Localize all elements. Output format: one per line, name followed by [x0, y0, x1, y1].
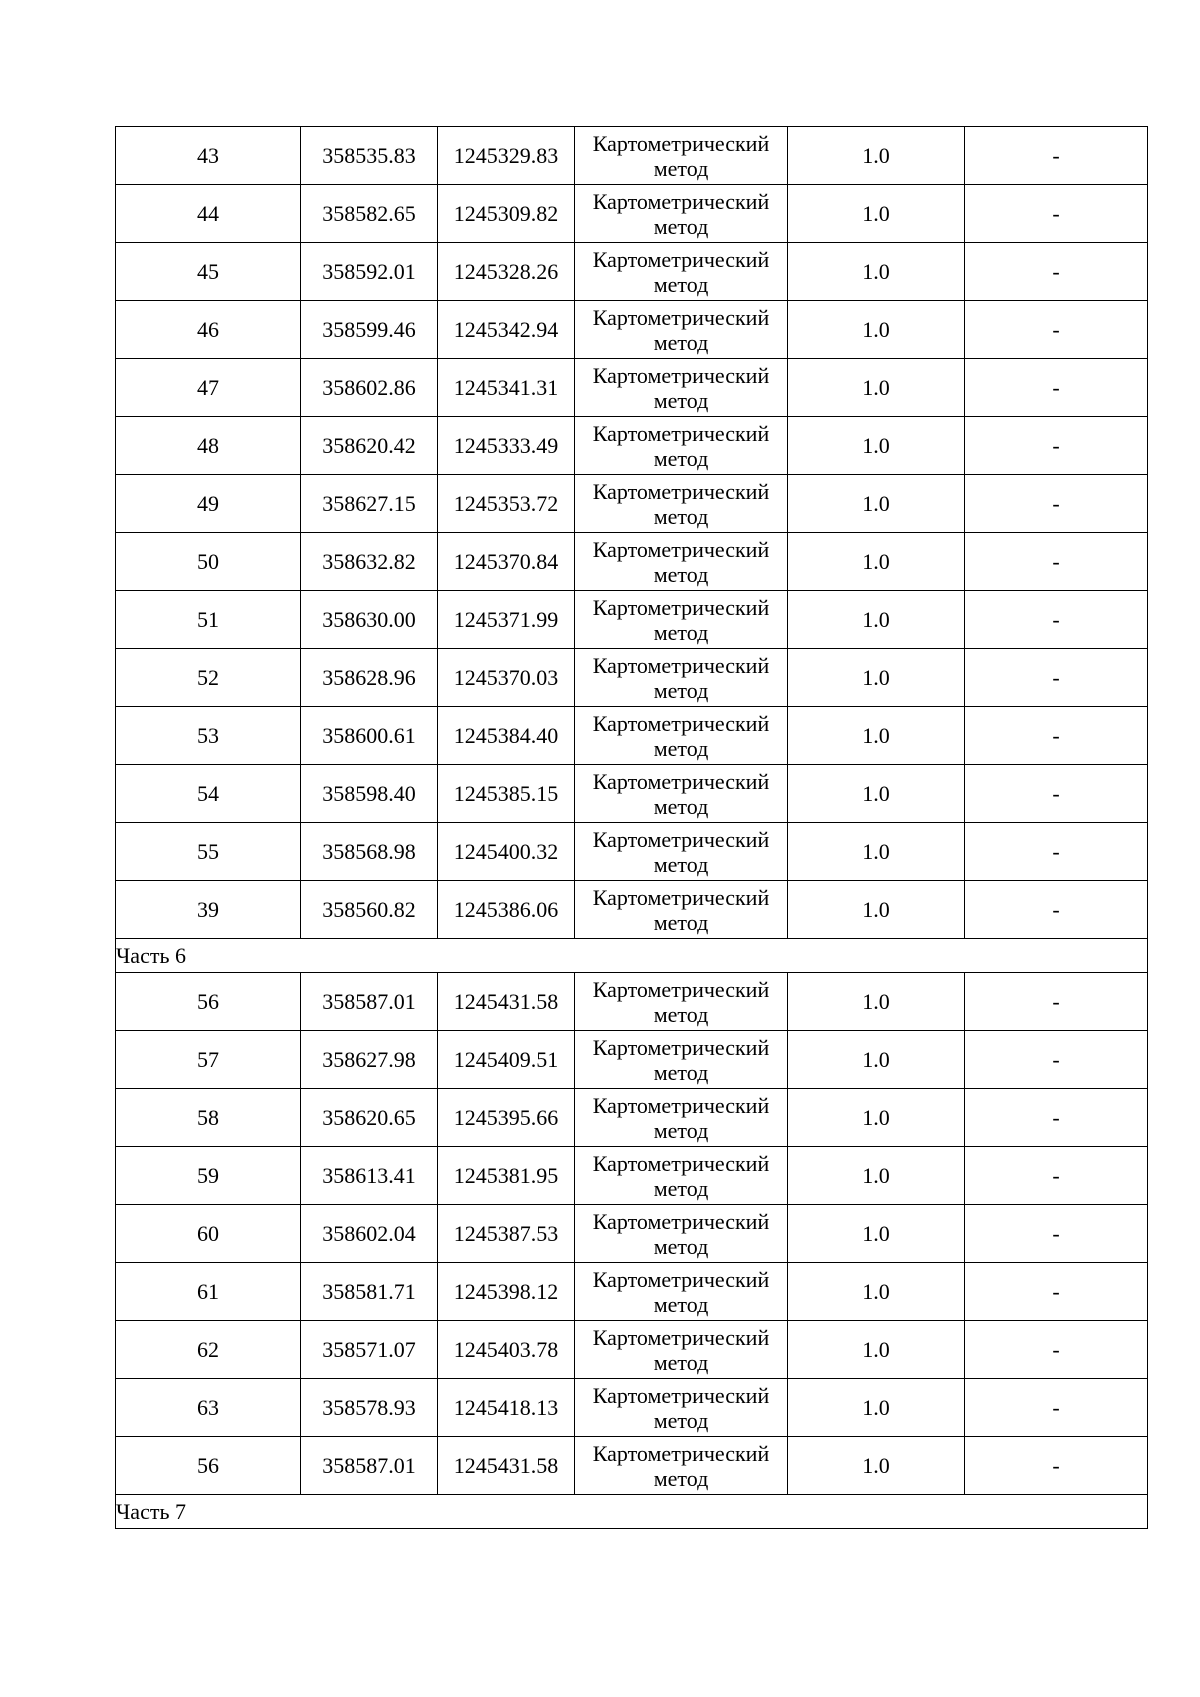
- method-cell: [575, 1263, 788, 1321]
- method-cell: [575, 823, 788, 881]
- accuracy-cell: 1.0: [788, 1321, 965, 1379]
- method-line-1: Картометрический: [592, 420, 770, 446]
- coordinate-x-cell: 358602.86: [301, 359, 438, 417]
- method-line-1: Картометрический: [592, 1150, 770, 1176]
- table-row: [116, 1205, 1148, 1263]
- coordinate-y-cell: 1245370.84: [438, 533, 575, 591]
- table-row: [116, 1089, 1148, 1147]
- coordinate-y-cell: 1245418.13: [438, 1379, 575, 1437]
- note-cell: -: [965, 185, 1148, 243]
- point-number-cell: 62: [116, 1321, 301, 1379]
- method-line-2: метод: [653, 793, 709, 819]
- method-line-2: метод: [653, 1349, 709, 1375]
- method-line-2: метод: [653, 1117, 709, 1143]
- point-number-cell: 60: [116, 1205, 301, 1263]
- method-line-2: метод: [653, 1175, 709, 1201]
- point-number-cell: 54: [116, 765, 301, 823]
- table-row: [116, 881, 1148, 939]
- note-cell: -: [965, 127, 1148, 185]
- note-cell: -: [965, 1089, 1148, 1147]
- accuracy-cell: 1.0: [788, 1205, 965, 1263]
- coordinate-x-cell: 358581.71: [301, 1263, 438, 1321]
- accuracy-cell: 1.0: [788, 475, 965, 533]
- note-cell: -: [965, 649, 1148, 707]
- accuracy-cell: 1.0: [788, 881, 965, 939]
- note-cell: -: [965, 765, 1148, 823]
- coordinate-y-cell: 1245309.82: [438, 185, 575, 243]
- method-cell: [575, 765, 788, 823]
- accuracy-cell: 1.0: [788, 823, 965, 881]
- note-cell: -: [965, 973, 1148, 1031]
- method-line-2: метод: [653, 1233, 709, 1259]
- accuracy-cell: 1.0: [788, 243, 965, 301]
- note-cell: -: [965, 533, 1148, 591]
- method-cell: [575, 707, 788, 765]
- coordinate-y-cell: 1245398.12: [438, 1263, 575, 1321]
- note-cell: -: [965, 707, 1148, 765]
- method-line-2: метод: [653, 1407, 709, 1433]
- method-line-1: Картометрический: [592, 594, 770, 620]
- note-cell: -: [965, 1147, 1148, 1205]
- point-number-cell: 56: [116, 973, 301, 1031]
- point-number-cell: 46: [116, 301, 301, 359]
- note-cell: -: [965, 301, 1148, 359]
- method-line-2: метод: [653, 1059, 709, 1085]
- method-line-1: Картометрический: [592, 710, 770, 736]
- coordinate-y-cell: 1245353.72: [438, 475, 575, 533]
- method-line-1: Картометрический: [592, 976, 770, 1002]
- table-row: [116, 591, 1148, 649]
- note-cell: -: [965, 1263, 1148, 1321]
- coordinate-x-cell: 358598.40: [301, 765, 438, 823]
- table-row: [116, 707, 1148, 765]
- accuracy-cell: 1.0: [788, 1089, 965, 1147]
- accuracy-cell: 1.0: [788, 127, 965, 185]
- coordinate-x-cell: 358628.96: [301, 649, 438, 707]
- point-number-cell: 63: [116, 1379, 301, 1437]
- point-number-cell: 55: [116, 823, 301, 881]
- method-cell: [575, 973, 788, 1031]
- method-line-2: метод: [653, 677, 709, 703]
- accuracy-cell: 1.0: [788, 1031, 965, 1089]
- note-cell: -: [965, 881, 1148, 939]
- method-cell: [575, 475, 788, 533]
- table-row: [116, 1031, 1148, 1089]
- method-cell: [575, 881, 788, 939]
- coordinate-x-cell: 358587.01: [301, 1437, 438, 1495]
- coordinate-x-cell: 358600.61: [301, 707, 438, 765]
- table-row: [116, 417, 1148, 475]
- point-number-cell: 49: [116, 475, 301, 533]
- note-cell: -: [965, 1205, 1148, 1263]
- method-line-1: Картометрический: [592, 478, 770, 504]
- coordinate-y-cell: 1245371.99: [438, 591, 575, 649]
- table-row: [116, 1437, 1148, 1495]
- coordinate-x-cell: 358620.42: [301, 417, 438, 475]
- note-cell: -: [965, 417, 1148, 475]
- method-line-2: метод: [653, 155, 709, 181]
- part-label: Часть 6: [116, 939, 1148, 973]
- coordinate-x-cell: 358620.65: [301, 1089, 438, 1147]
- coordinate-x-cell: 358560.82: [301, 881, 438, 939]
- method-cell: [575, 533, 788, 591]
- coordinate-y-cell: 1245395.66: [438, 1089, 575, 1147]
- coordinate-y-cell: 1245387.53: [438, 1205, 575, 1263]
- method-line-1: Картометрический: [592, 246, 770, 272]
- table-row: [116, 649, 1148, 707]
- method-line-2: метод: [653, 445, 709, 471]
- table-row: [116, 765, 1148, 823]
- method-line-2: метод: [653, 1465, 709, 1491]
- coordinate-y-cell: 1245384.40: [438, 707, 575, 765]
- point-number-cell: 58: [116, 1089, 301, 1147]
- accuracy-cell: 1.0: [788, 301, 965, 359]
- coordinate-y-cell: 1245403.78: [438, 1321, 575, 1379]
- method-cell: [575, 1089, 788, 1147]
- coordinate-x-cell: 358602.04: [301, 1205, 438, 1263]
- note-cell: -: [965, 591, 1148, 649]
- method-line-1: Картометрический: [592, 1208, 770, 1234]
- part-header-row: [116, 1495, 1148, 1529]
- coordinate-y-cell: 1245409.51: [438, 1031, 575, 1089]
- coordinate-x-cell: 358627.15: [301, 475, 438, 533]
- table-row: [116, 1321, 1148, 1379]
- method-line-2: метод: [653, 329, 709, 355]
- point-number-cell: 45: [116, 243, 301, 301]
- coordinate-y-cell: 1245342.94: [438, 301, 575, 359]
- coordinate-x-cell: 358630.00: [301, 591, 438, 649]
- table-row: [116, 185, 1148, 243]
- method-line-1: Картометрический: [592, 826, 770, 852]
- method-cell: [575, 417, 788, 475]
- method-cell: [575, 243, 788, 301]
- method-line-1: Картометрический: [592, 362, 770, 388]
- point-number-cell: 52: [116, 649, 301, 707]
- method-cell: [575, 1379, 788, 1437]
- table-row: [116, 243, 1148, 301]
- point-number-cell: 53: [116, 707, 301, 765]
- coordinate-y-cell: 1245386.06: [438, 881, 575, 939]
- table-row: [116, 823, 1148, 881]
- part-label: Часть 7: [116, 1495, 1148, 1529]
- method-line-2: метод: [653, 1001, 709, 1027]
- method-line-2: метод: [653, 271, 709, 297]
- point-number-cell: 43: [116, 127, 301, 185]
- point-number-cell: 56: [116, 1437, 301, 1495]
- coordinate-x-cell: 358613.41: [301, 1147, 438, 1205]
- coordinate-y-cell: 1245385.15: [438, 765, 575, 823]
- method-cell: [575, 1437, 788, 1495]
- method-line-1: Картометрический: [592, 130, 770, 156]
- accuracy-cell: 1.0: [788, 1147, 965, 1205]
- coordinate-x-cell: 358599.46: [301, 301, 438, 359]
- note-cell: -: [965, 243, 1148, 301]
- coordinates-table-body: [116, 127, 1148, 1529]
- coordinate-x-cell: 358632.82: [301, 533, 438, 591]
- method-cell: [575, 1031, 788, 1089]
- method-cell: [575, 1321, 788, 1379]
- method-line-2: метод: [653, 851, 709, 877]
- accuracy-cell: 1.0: [788, 1263, 965, 1321]
- table-row: [116, 973, 1148, 1031]
- method-line-1: Картометрический: [592, 768, 770, 794]
- accuracy-cell: 1.0: [788, 359, 965, 417]
- method-line-1: Картометрический: [592, 1092, 770, 1118]
- method-line-2: метод: [653, 909, 709, 935]
- method-cell: [575, 301, 788, 359]
- accuracy-cell: 1.0: [788, 417, 965, 475]
- table-row: [116, 127, 1148, 185]
- coordinate-x-cell: 358535.83: [301, 127, 438, 185]
- table-row: [116, 301, 1148, 359]
- coordinate-y-cell: 1245431.58: [438, 1437, 575, 1495]
- method-cell: [575, 127, 788, 185]
- method-line-1: Картометрический: [592, 1324, 770, 1350]
- method-line-1: Картометрический: [592, 1440, 770, 1466]
- method-line-1: Картометрический: [592, 652, 770, 678]
- method-line-1: Картометрический: [592, 188, 770, 214]
- coordinate-y-cell: 1245400.32: [438, 823, 575, 881]
- coordinate-x-cell: 358587.01: [301, 973, 438, 1031]
- accuracy-cell: 1.0: [788, 1379, 965, 1437]
- table-row: [116, 1379, 1148, 1437]
- point-number-cell: 59: [116, 1147, 301, 1205]
- method-line-2: метод: [653, 619, 709, 645]
- method-line-1: Картометрический: [592, 1382, 770, 1408]
- coordinate-y-cell: 1245329.83: [438, 127, 575, 185]
- method-line-1: Картометрический: [592, 1034, 770, 1060]
- point-number-cell: 48: [116, 417, 301, 475]
- method-line-1: Картометрический: [592, 1266, 770, 1292]
- coordinate-y-cell: 1245381.95: [438, 1147, 575, 1205]
- point-number-cell: 47: [116, 359, 301, 417]
- accuracy-cell: 1.0: [788, 185, 965, 243]
- method-cell: [575, 649, 788, 707]
- method-line-1: Картометрический: [592, 884, 770, 910]
- coordinate-x-cell: 358571.07: [301, 1321, 438, 1379]
- point-number-cell: 61: [116, 1263, 301, 1321]
- note-cell: -: [965, 1321, 1148, 1379]
- note-cell: -: [965, 1031, 1148, 1089]
- coordinate-x-cell: 358568.98: [301, 823, 438, 881]
- method-cell: [575, 591, 788, 649]
- point-number-cell: 51: [116, 591, 301, 649]
- method-line-2: метод: [653, 735, 709, 761]
- accuracy-cell: 1.0: [788, 649, 965, 707]
- accuracy-cell: 1.0: [788, 591, 965, 649]
- table-row: [116, 1147, 1148, 1205]
- point-number-cell: 57: [116, 1031, 301, 1089]
- method-line-1: Картометрический: [592, 536, 770, 562]
- part-header-row: [116, 939, 1148, 973]
- table-row: [116, 359, 1148, 417]
- method-line-2: метод: [653, 213, 709, 239]
- method-line-2: метод: [653, 387, 709, 413]
- accuracy-cell: 1.0: [788, 533, 965, 591]
- coordinate-x-cell: 358592.01: [301, 243, 438, 301]
- point-number-cell: 44: [116, 185, 301, 243]
- coordinate-y-cell: 1245370.03: [438, 649, 575, 707]
- method-cell: [575, 185, 788, 243]
- point-number-cell: 39: [116, 881, 301, 939]
- table-row: [116, 533, 1148, 591]
- coordinate-x-cell: 358578.93: [301, 1379, 438, 1437]
- coordinate-y-cell: 1245341.31: [438, 359, 575, 417]
- method-cell: [575, 1147, 788, 1205]
- accuracy-cell: 1.0: [788, 973, 965, 1031]
- method-line-2: метод: [653, 561, 709, 587]
- coordinate-y-cell: 1245431.58: [438, 973, 575, 1031]
- coordinate-y-cell: 1245328.26: [438, 243, 575, 301]
- note-cell: -: [965, 1379, 1148, 1437]
- note-cell: -: [965, 359, 1148, 417]
- method-line-1: Картометрический: [592, 304, 770, 330]
- accuracy-cell: 1.0: [788, 707, 965, 765]
- point-number-cell: 50: [116, 533, 301, 591]
- table-row: [116, 1263, 1148, 1321]
- accuracy-cell: 1.0: [788, 765, 965, 823]
- coordinate-x-cell: 358627.98: [301, 1031, 438, 1089]
- note-cell: -: [965, 1437, 1148, 1495]
- coordinates-table: [115, 126, 1148, 1529]
- coordinate-x-cell: 358582.65: [301, 185, 438, 243]
- method-line-2: метод: [653, 503, 709, 529]
- table-row: [116, 475, 1148, 533]
- coordinate-y-cell: 1245333.49: [438, 417, 575, 475]
- method-cell: [575, 1205, 788, 1263]
- accuracy-cell: 1.0: [788, 1437, 965, 1495]
- method-cell: [575, 359, 788, 417]
- note-cell: -: [965, 475, 1148, 533]
- method-line-2: метод: [653, 1291, 709, 1317]
- note-cell: -: [965, 823, 1148, 881]
